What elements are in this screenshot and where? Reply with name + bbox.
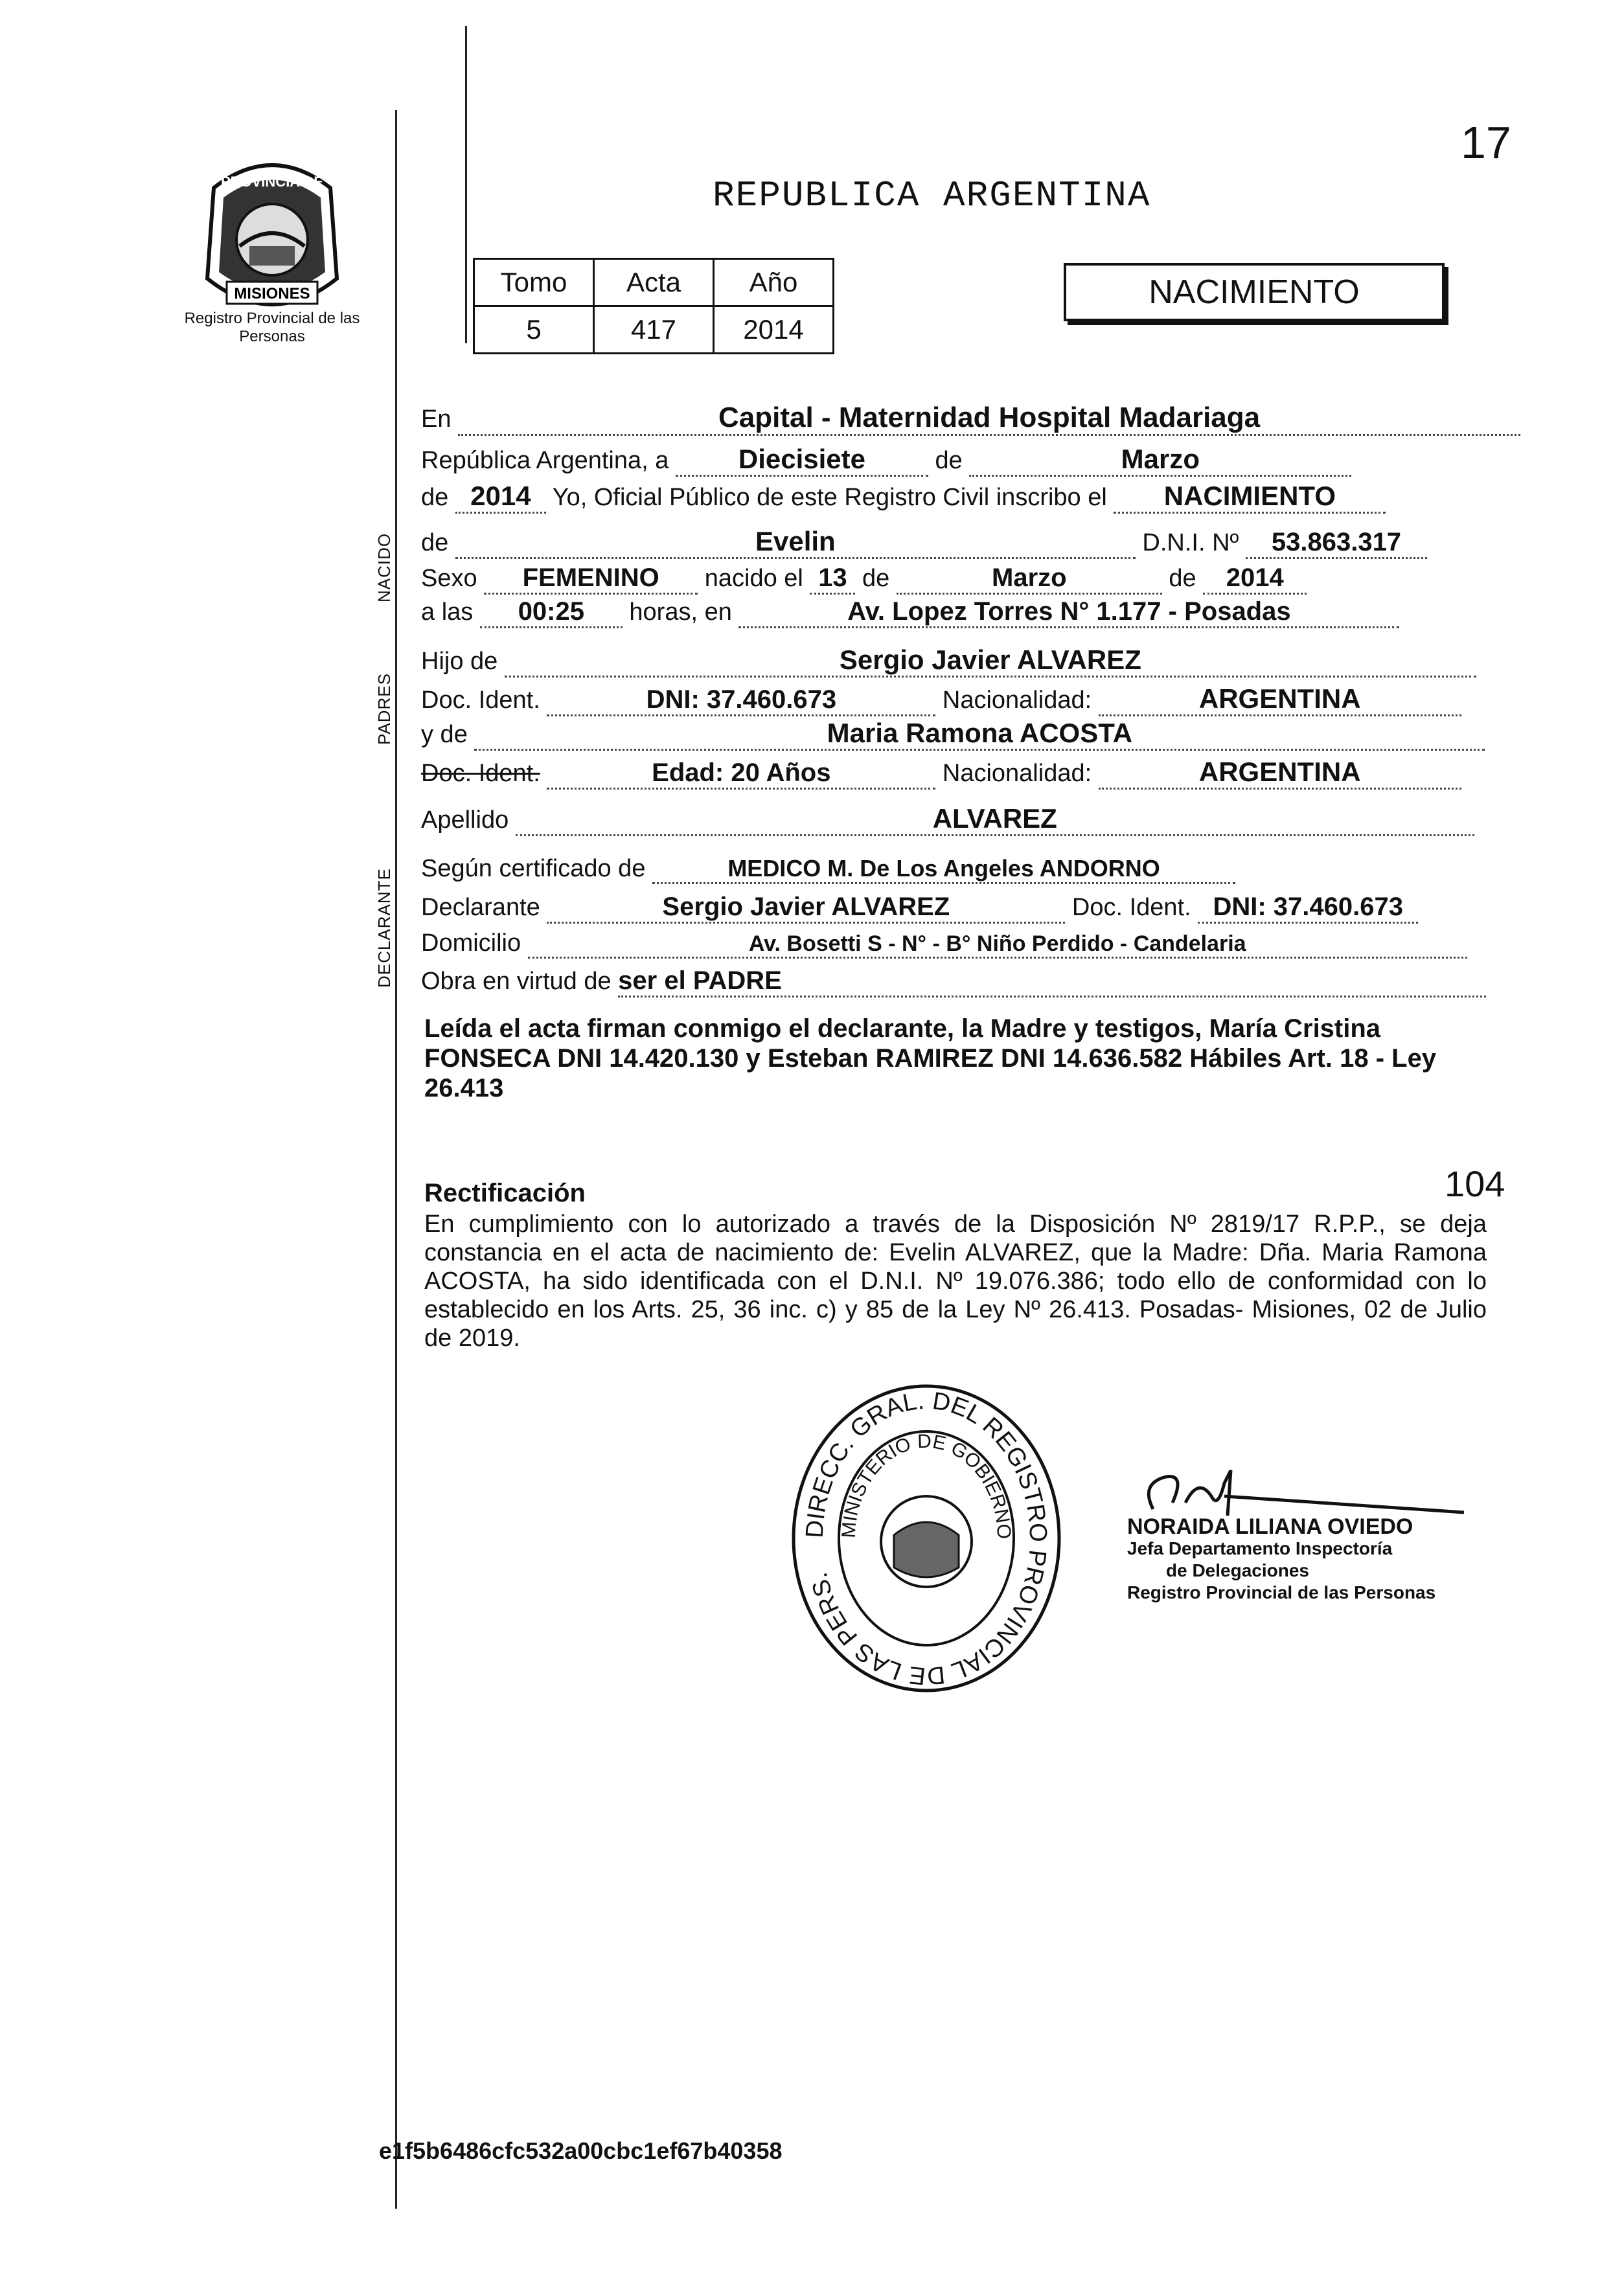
signer-name: NORAIDA LILIANA OVIEDO <box>1127 1514 1413 1539</box>
side-label-nacido: NACIDO <box>374 532 394 602</box>
row-nombre <box>421 526 1427 559</box>
acta-value: 417 <box>594 306 714 354</box>
month-value: Marzo <box>969 444 1351 477</box>
day-value: Diecisiete <box>676 444 928 477</box>
nacido-de-label: de <box>862 565 890 592</box>
oficial-text: Yo, Oficial Público de este Registro Civil inscribo el <box>552 484 1107 511</box>
decl-doc-value: DNI: 37.460.673 <box>1198 893 1418 924</box>
row-declarante <box>421 893 1418 924</box>
nacido-de2-label: de <box>1169 565 1196 592</box>
acta-header: Acta <box>594 259 714 306</box>
rectificacion-body: En cumplimiento con lo autorizado a través de la Disposición Nº 2819/17 R.P.P., se deja constancia en el acta de nacimiento de: Evelin ALVAREZ, que la Madre: Dña. Maria Ramona ACOSTA, ha sido identificada con el D.N.I. Nº 19.076.386; todo ello de conformidad con lo establecido en los Arts. 25, 36 inc. c) y 85 de la Ley Nº 26.413. Posadas- Misiones, 02 de Julio de 2019. <box>424 1211 1487 1352</box>
certificado-value: MEDICO M. De Los Angeles ANDORNO <box>652 855 1235 884</box>
row-hijo <box>421 644 1476 678</box>
sexo-value: FEMENINO <box>484 564 698 595</box>
nombre-label: de <box>421 529 449 556</box>
hora-value: 00:25 <box>480 597 623 628</box>
logo-arc-text: PROVINCIA DE <box>220 174 324 190</box>
margin-rule-outer <box>395 110 397 2209</box>
leida-paragraph: Leída el acta firman conmigo el declarante, la Madre y testigos, María Cristina FONSECA DNI 14.420.130 y Esteban RAMIREZ DNI 14.636.582 Hábiles Art. 18 - Ley 26.413 <box>424 1014 1437 1102</box>
nacido-anio: 2014 <box>1203 564 1307 595</box>
row-padre-doc <box>421 683 1461 716</box>
segun-label: Según certificado de <box>421 855 646 882</box>
nacido-mes: Marzo <box>897 564 1162 595</box>
logo-banner: MISIONES <box>234 285 310 302</box>
domicilio-label: Domicilio <box>421 929 521 957</box>
decl-doc-label: Doc. Ident. <box>1071 894 1191 921</box>
obra-label: Obra en virtud de <box>421 968 612 995</box>
anio-header: Año <box>714 259 834 306</box>
dni-value: 53.863.317 <box>1246 528 1427 559</box>
row-apellido <box>421 803 1474 836</box>
declarante-label: Declarante <box>421 894 540 921</box>
madre-nac-label: Nacionalidad: <box>942 760 1092 787</box>
signer-title-3: Registro Provincial de las Personas <box>1127 1582 1436 1602</box>
official-stamp <box>784 1380 1069 1697</box>
handwritten-signature <box>1114 1464 1477 1522</box>
y-de-label: y de <box>421 721 468 748</box>
provincial-seal-logo <box>188 149 356 324</box>
signature-block <box>1127 1516 1438 1604</box>
domicilio-value: Av. Bosetti S - N° - B° Niño Perdido - Candelaria <box>528 931 1467 959</box>
nacido-label: nacido el <box>704 565 803 592</box>
horas-label: horas, en <box>629 598 732 626</box>
padre-nac-value: ARGENTINA <box>1099 683 1461 716</box>
signer-title-2: de Delegaciones <box>1166 1560 1309 1580</box>
stamp-inner-text: MINISTERIO DE GOBIERNO <box>838 1430 1015 1540</box>
row-hora <box>421 597 1399 628</box>
row-certificado <box>421 855 1235 884</box>
year-value: 2014 <box>455 481 546 514</box>
declarante-value: Sergio Javier ALVAREZ <box>547 893 1065 924</box>
en-label: En <box>421 405 452 433</box>
row-madre <box>421 718 1485 751</box>
margin-rule-inner <box>465 26 467 343</box>
doc-label: Doc. Ident. <box>421 687 540 714</box>
madre-value: Maria Ramona ACOSTA <box>474 718 1485 751</box>
row-obra <box>421 966 1486 997</box>
de-label: de <box>935 447 963 474</box>
en-value: Capital - Maternidad Hospital Madariaga <box>458 402 1520 436</box>
signer-title-1: Jefa Departamento Inspectoría <box>1127 1538 1393 1558</box>
obra-value: ser el PADRE <box>618 966 1486 997</box>
row-madre-doc <box>421 757 1461 790</box>
madre-doc-value: Edad: 20 Años <box>547 758 935 790</box>
document-hash: e1f5b6486cfc532a00cbc1ef67b40358 <box>379 2137 783 2164</box>
stamp-outer-text: DIRECC. GRAL. DEL REGISTRO PROVINCIAL DE LAS PERS. <box>801 1387 1052 1690</box>
anio-value: 2014 <box>714 306 834 354</box>
apellido-value: ALVAREZ <box>516 803 1474 836</box>
row-republica <box>421 444 1351 477</box>
logo-caption: Registro Provincial de las Personas <box>184 310 360 345</box>
row-en <box>421 402 1520 436</box>
lugar-value: Av. Lopez Torres N° 1.177 - Posadas <box>738 597 1399 628</box>
document-title: REPUBLICA ARGENTINA <box>713 175 1151 216</box>
tomo-acta-table <box>473 258 834 354</box>
a-las-label: a las <box>421 598 474 626</box>
padre-value: Sergio Javier ALVAREZ <box>505 644 1476 678</box>
madre-doc-label: Doc. Ident. <box>421 760 540 787</box>
page-number: 17 <box>1461 117 1511 168</box>
year-label: de <box>421 484 449 511</box>
row-domicilio <box>421 929 1467 959</box>
madre-nac-value: ARGENTINA <box>1099 757 1461 790</box>
nombre-value: Evelin <box>455 526 1136 559</box>
apellido-label: Apellido <box>421 806 509 834</box>
rectificacion-number: 104 <box>1445 1163 1505 1204</box>
record-type-box: NACIMIENTO <box>1064 263 1445 321</box>
acta-type-value: NACIMIENTO <box>1114 481 1386 514</box>
sexo-label: Sexo <box>421 565 477 592</box>
republica-label: República Argentina, a <box>421 447 669 474</box>
rectificacion-title: Rectificación <box>424 1179 586 1207</box>
nacido-dia: 13 <box>810 564 855 595</box>
dni-label: D.N.I. Nº <box>1142 529 1239 556</box>
side-label-padres: PADRES <box>374 673 394 745</box>
nac-label: Nacionalidad: <box>942 687 1092 714</box>
hijo-label: Hijo de <box>421 648 498 675</box>
tomo-value: 5 <box>474 306 594 354</box>
padre-doc-value: DNI: 37.460.673 <box>547 685 935 716</box>
row-sexo <box>421 564 1307 595</box>
side-label-declarante: DECLARANTE <box>374 868 394 988</box>
row-oficial <box>421 481 1386 514</box>
tomo-header: Tomo <box>474 259 594 306</box>
